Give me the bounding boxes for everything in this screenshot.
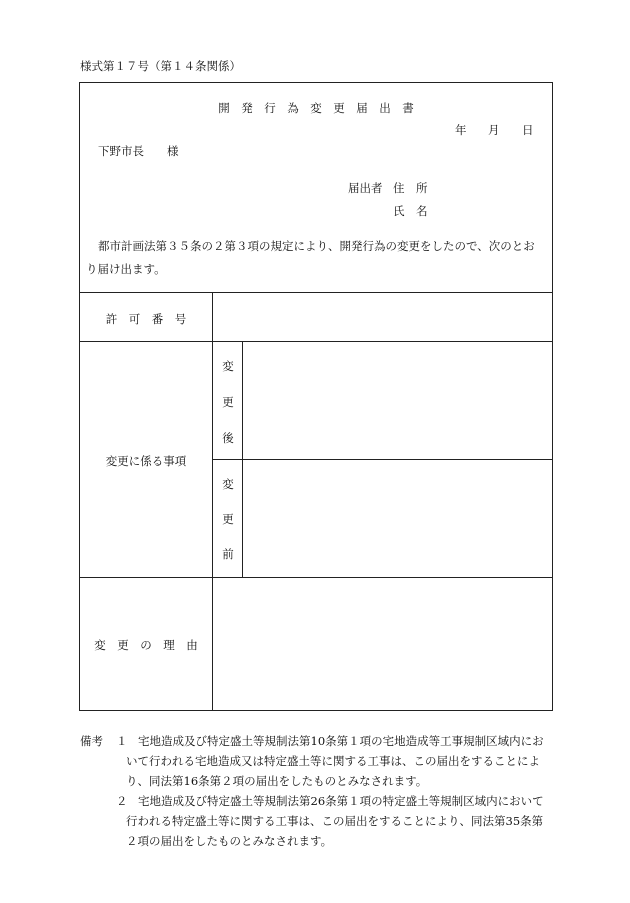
- applicant-name-label: 氏 名: [393, 204, 428, 218]
- before-char-2: 更: [222, 512, 234, 526]
- after-char-3: 後: [222, 431, 234, 445]
- note-1-line-1: 宅地造成及び特定盛土等規制法第10条第１項の宅地造成等工事規制区域内にお: [138, 734, 544, 748]
- date-day: 日: [522, 123, 534, 137]
- applicant-label: 届出者: [348, 181, 383, 195]
- before-char-3: 前: [222, 547, 234, 561]
- notes-heading: 備考: [80, 734, 103, 748]
- addressee: 下野市長 様: [98, 144, 179, 158]
- note-2-line-2: 行われる特定盛土等に関する工事は、この届出をすることにより、同法第35条第: [126, 814, 544, 828]
- note-2-line-3: ２項の届出をしたものとみなされます。: [126, 834, 333, 848]
- divider-after-before: [212, 459, 552, 460]
- divider-header: [79, 292, 552, 293]
- form-frame: [79, 82, 553, 711]
- note-1-number: １: [116, 734, 128, 748]
- applicant-address-label: 住 所: [393, 181, 428, 195]
- before-char-1: 変: [222, 477, 234, 491]
- statement-line-2: り届け出ます。: [86, 262, 166, 276]
- note-2-line-1: 宅地造成及び特定盛土等規制法第26条第１項の特定盛土等規制区域内において: [138, 794, 544, 808]
- date-year: 年: [455, 123, 467, 137]
- form-title: 開 発 行 為 変 更 届 出 書: [218, 101, 414, 115]
- divider-changes: [79, 577, 552, 578]
- after-char-2: 更: [222, 395, 234, 409]
- note-1-line-2: いて行われる宅地造成又は特定盛土等に関する工事は、この届出をすることによ: [126, 754, 540, 768]
- change-items-label: 変更に係る事項: [105, 454, 187, 468]
- change-reason-label: 変 更 の 理 由: [94, 638, 198, 652]
- note-1-line-3: り、同法第16条第２項の届出をしたものとみなされます。: [126, 774, 428, 788]
- note-2-number: ２: [116, 794, 128, 808]
- divider-label-column: [212, 292, 213, 710]
- date-month: 月: [488, 123, 500, 137]
- permit-number-label: 許 可 番 号: [105, 312, 187, 326]
- divider-permit: [79, 341, 552, 342]
- form-number: 様式第１７号（第１４条関係）: [80, 59, 241, 73]
- divider-subcolumn: [242, 341, 243, 577]
- statement-line-1: 都市計画法第３５条の２第３項の規定により、開発行為の変更をしたので、次のとお: [98, 239, 535, 253]
- after-char-1: 変: [222, 359, 234, 373]
